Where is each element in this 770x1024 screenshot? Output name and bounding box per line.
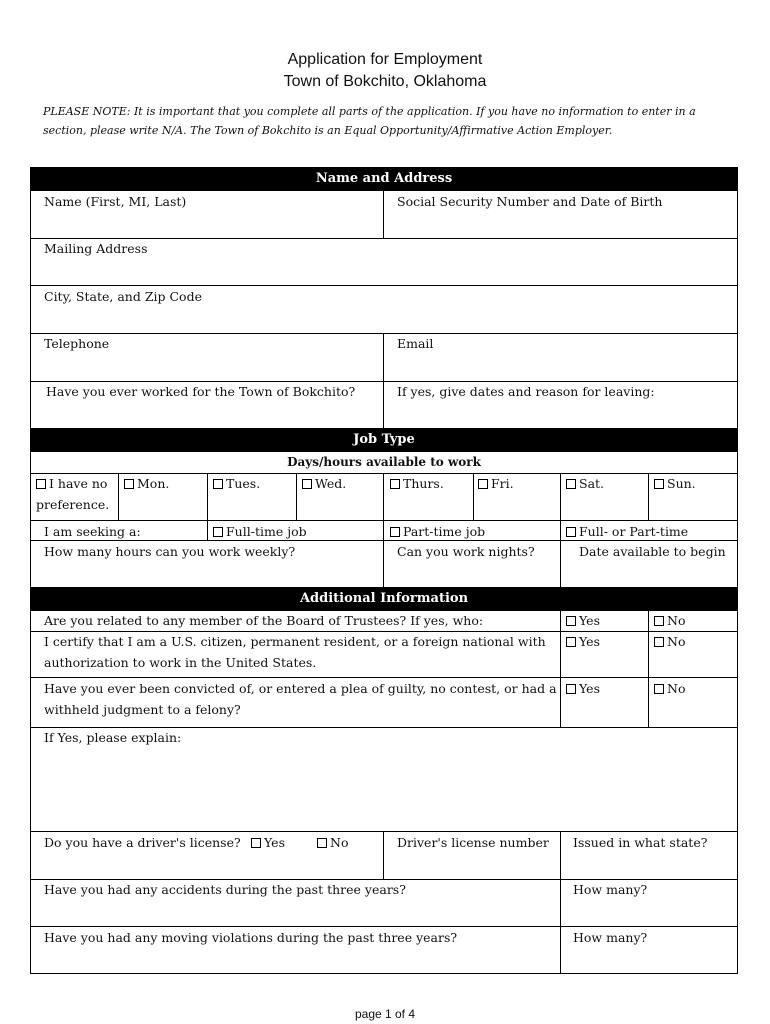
name-field[interactable]: Name (First, MI, Last): [44, 194, 187, 209]
violations-count-field[interactable]: How many?: [573, 930, 648, 945]
date-available-field[interactable]: Date available to begin: [579, 544, 726, 559]
dates-reason-field[interactable]: If yes, give dates and reason for leaving:: [397, 384, 655, 399]
license-no-checkbox[interactable]: No: [317, 833, 348, 853]
accidents-count-field[interactable]: How many?: [573, 882, 648, 897]
related-question[interactable]: Are you related to any member of the Board of Trustees? If yes, who:: [44, 613, 484, 628]
violations-field[interactable]: Have you had any moving violations during the past three years?: [44, 930, 458, 945]
checkbox-icon: [566, 616, 576, 626]
license-number-field[interactable]: Driver's license number: [397, 835, 549, 850]
checkbox-icon: [566, 637, 576, 647]
checkbox-icon: [654, 479, 664, 489]
page-number: page 1 of 4: [354, 1007, 416, 1021]
no-preference-label-2: preference.: [36, 497, 110, 512]
sunday-checkbox[interactable]: Sun.: [654, 474, 696, 494]
convicted-yes-checkbox[interactable]: Yes: [566, 679, 600, 699]
checkbox-icon: [124, 479, 134, 489]
checkbox-icon: [302, 479, 312, 489]
hours-weekly-field[interactable]: How many hours can you work weekly?: [44, 544, 296, 559]
certify-line-1: I certify that I am a U.S. citizen, permanent resident, or a foreign national with: [44, 634, 546, 649]
mailing-address-field[interactable]: Mailing Address: [44, 241, 148, 256]
city-state-zip-field[interactable]: City, State, and Zip Code: [44, 289, 202, 304]
certify-no-checkbox[interactable]: No: [654, 632, 685, 652]
explain-field[interactable]: If Yes, please explain:: [44, 730, 182, 745]
form-subtitle: Town of Bokchito, Oklahoma: [283, 73, 487, 90]
nights-field[interactable]: Can you work nights?: [397, 544, 535, 559]
checkbox-icon: [566, 479, 576, 489]
telephone-field[interactable]: Telephone: [44, 336, 110, 351]
section-job-type: Job Type: [30, 428, 738, 452]
checkbox-icon: [566, 684, 576, 694]
wednesday-checkbox[interactable]: Wed.: [302, 474, 346, 494]
part-time-checkbox[interactable]: Part-time job: [390, 522, 485, 542]
tuesday-checkbox[interactable]: Tues.: [213, 474, 260, 494]
convicted-line-1: Have you ever been convicted of, or entered a plea of guilty, no contest, or had a: [44, 681, 557, 696]
seeking-label: I am seeking a:: [44, 524, 141, 539]
checkbox-icon: [390, 479, 400, 489]
checkbox-icon: [654, 616, 664, 626]
note-line-2: section, please write N/A. The Town of Bokchito is an Equal Opportunity/Affirmative Action Employer.: [43, 124, 613, 137]
checkbox-icon: [251, 838, 261, 848]
checkbox-icon: [654, 637, 664, 647]
license-question: Do you have a driver's license?: [44, 835, 241, 850]
email-field[interactable]: Email: [397, 336, 434, 351]
checkbox-icon: [36, 479, 46, 489]
checkbox-icon: [478, 479, 488, 489]
checkbox-icon: [390, 527, 400, 537]
no-preference-checkbox[interactable]: I have no: [36, 474, 107, 494]
license-yes-checkbox[interactable]: Yes: [251, 833, 285, 853]
ssn-dob-field[interactable]: Social Security Number and Date of Birth: [397, 194, 663, 209]
saturday-checkbox[interactable]: Sat.: [566, 474, 604, 494]
form-title: Application for Employment: [287, 51, 483, 68]
accidents-field[interactable]: Have you had any accidents during the past three years?: [44, 882, 406, 897]
checkbox-icon: [566, 527, 576, 537]
checkbox-icon: [317, 838, 327, 848]
convicted-line-2: withheld judgment to a felony?: [44, 702, 241, 717]
checkbox-icon: [213, 527, 223, 537]
note-line-1: PLEASE NOTE: It is important that you complete all parts of the application. If you have no information to enter in a: [43, 105, 696, 118]
related-yes-checkbox[interactable]: Yes: [566, 611, 600, 631]
convicted-no-checkbox[interactable]: No: [654, 679, 685, 699]
section-name-address: Name and Address: [30, 167, 738, 191]
full-time-checkbox[interactable]: Full-time job: [213, 522, 307, 542]
section-additional-info: Additional Information: [30, 587, 738, 611]
checkbox-icon: [213, 479, 223, 489]
monday-checkbox[interactable]: Mon.: [124, 474, 169, 494]
full-or-part-time-checkbox[interactable]: Full- or Part-time: [566, 522, 688, 542]
certify-line-2: authorization to work in the United States.: [44, 655, 317, 670]
days-hours-heading: Days/hours available to work: [287, 455, 481, 469]
related-no-checkbox[interactable]: No: [654, 611, 685, 631]
checkbox-icon: [654, 684, 664, 694]
worked-before-field[interactable]: Have you ever worked for the Town of Bokchito?: [46, 384, 356, 399]
thursday-checkbox[interactable]: Thurs.: [390, 474, 444, 494]
certify-yes-checkbox[interactable]: Yes: [566, 632, 600, 652]
friday-checkbox[interactable]: Fri.: [478, 474, 514, 494]
application-form: [30, 167, 738, 974]
license-state-field[interactable]: Issued in what state?: [573, 835, 708, 850]
